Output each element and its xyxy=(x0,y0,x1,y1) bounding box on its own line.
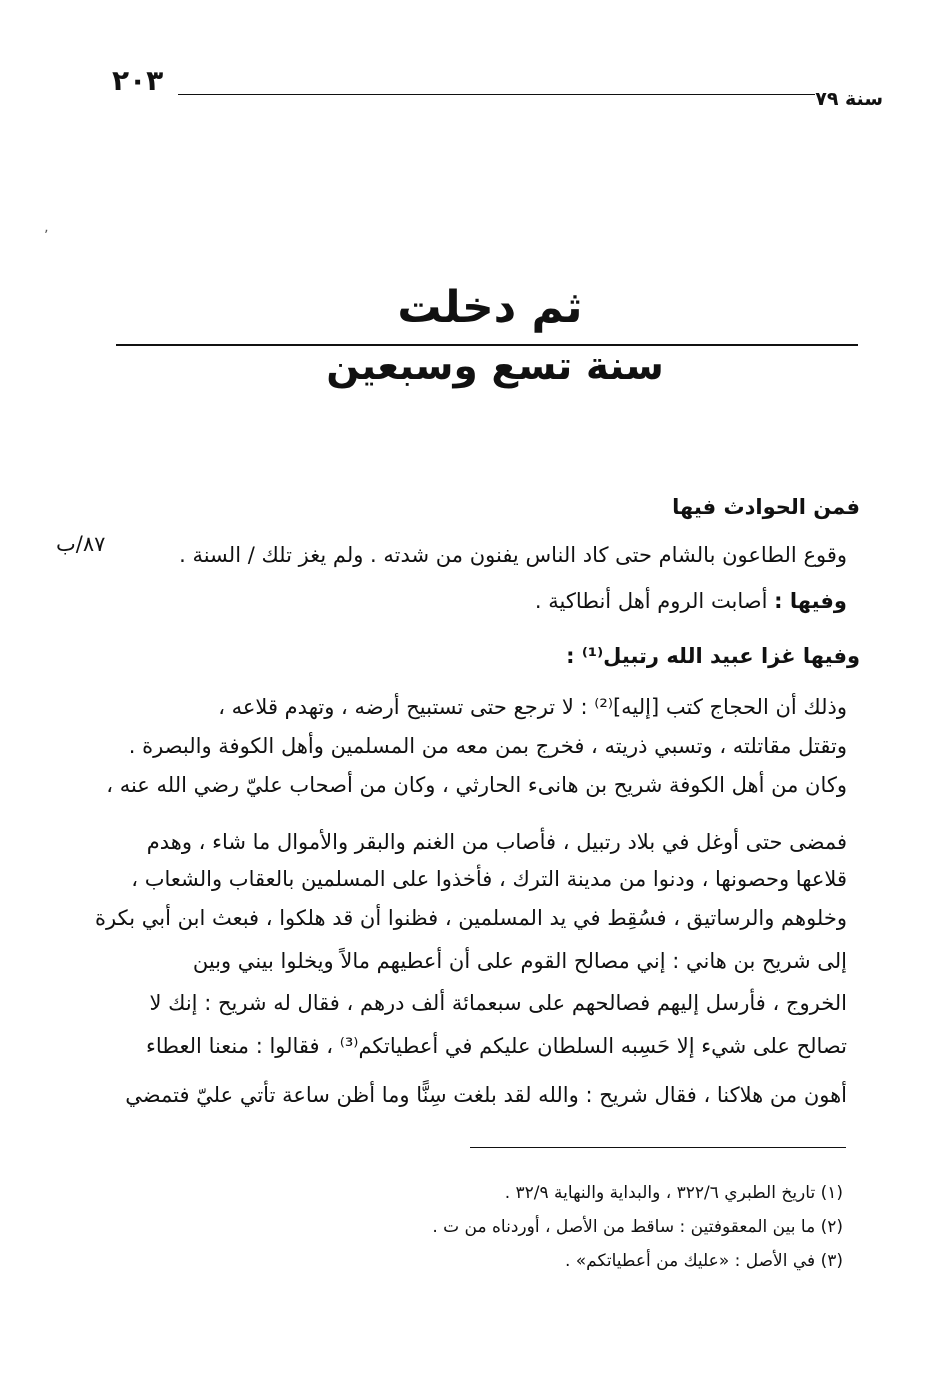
subheading: وفيها غزا عبيد الله رتبيل⁽¹⁾ : xyxy=(566,644,860,668)
paragraph-line: أهون من هلاكنا ، فقال شريح : والله لقد بلغت سِنًّا وما أظن ساعة تأتي عليّ فتمضي xyxy=(125,1083,847,1107)
footnote-2: (٢) ما بين المعقوفتين : ساقط من الأصل ، أوردناه من ت . xyxy=(432,1217,843,1237)
stray-mark: ٬ xyxy=(44,228,49,244)
footnote-3: (٣) في الأصل : «عليك من أعطياتكم» . xyxy=(564,1251,843,1271)
paragraph-line: وذلك أن الحجاج كتب [إليه]⁽²⁾ : لا ترجع حتى تستبيح أرضه ، وتهدم قلاعه ، xyxy=(218,695,847,719)
paragraph-line: إلى شريح بن هاني : إني مصالح القوم على أن أعطيهم مالاً ويخلوا بيني وبين xyxy=(192,949,847,973)
footnote-1: (١) تاريخ الطبري ٣٢٢/٦ ، والبداية والنهاية ٣٢/٩ . xyxy=(504,1183,843,1203)
body-line: وقوع الطاعون بالشام حتى كاد الناس يفنون من شدته . ولم يغز تلك / السنة . xyxy=(179,543,847,567)
paragraph-line: قلاعها وحصونها ، ودنوا من مدينة الترك ، فأخذوا على المسلمين بالعقاب والشعاب ، xyxy=(131,867,847,891)
lead-in-text: وفيها : xyxy=(774,589,847,613)
running-header-year: سنة ٧٩ xyxy=(815,88,883,110)
body-text: أصابت الروم أهل أنطاكية . xyxy=(534,589,775,613)
paragraph-line: تصالح على شيء إلا حَسِبه السلطان عليكم في أعطياتكم⁽³⁾ ، فقالوا : منعنا العطاء xyxy=(146,1034,847,1058)
paragraph-line: وتقتل مقاتلته ، وتسبي ذريته ، فخرج بمن معه من المسلمين وأهل الكوفة والبصرة . xyxy=(128,734,847,758)
body-line-with-lead xyxy=(535,586,847,616)
header-rule xyxy=(178,94,815,95)
chapter-title-line2: سنة تسع وسبعين xyxy=(326,344,664,389)
paragraph-line: وخلوهم والرساتيق ، فسُقِط في يد المسلمين ، فظنوا أن قد هلكوا ، فبعث ابن أبي بكرة xyxy=(95,906,847,930)
margin-folio-note: ٨٧/ب xyxy=(56,532,106,556)
paragraph-line: فمضى حتى أوغل في بلاد رتبيل ، فأصاب من الغنم والبقر والأموال ما شاء ، وهدم xyxy=(146,830,847,854)
paragraph-line: الخروج ، فأرسل إليهم فصالحهم على سبعمائة ألف درهم ، فقال له شريح : إنك لا xyxy=(149,991,847,1015)
footnote-rule xyxy=(470,1147,846,1148)
page-number: ٢٠٣ xyxy=(112,64,164,97)
chapter-title-line1: ثم دخلت xyxy=(397,282,583,333)
paragraph-line: وكان من أهل الكوفة شريح بن هانىء الحارثي ، وكان من أصحاب عليّ رضي الله عنه ، xyxy=(106,773,847,797)
section-heading: فمن الحوادث فيها xyxy=(672,495,860,519)
